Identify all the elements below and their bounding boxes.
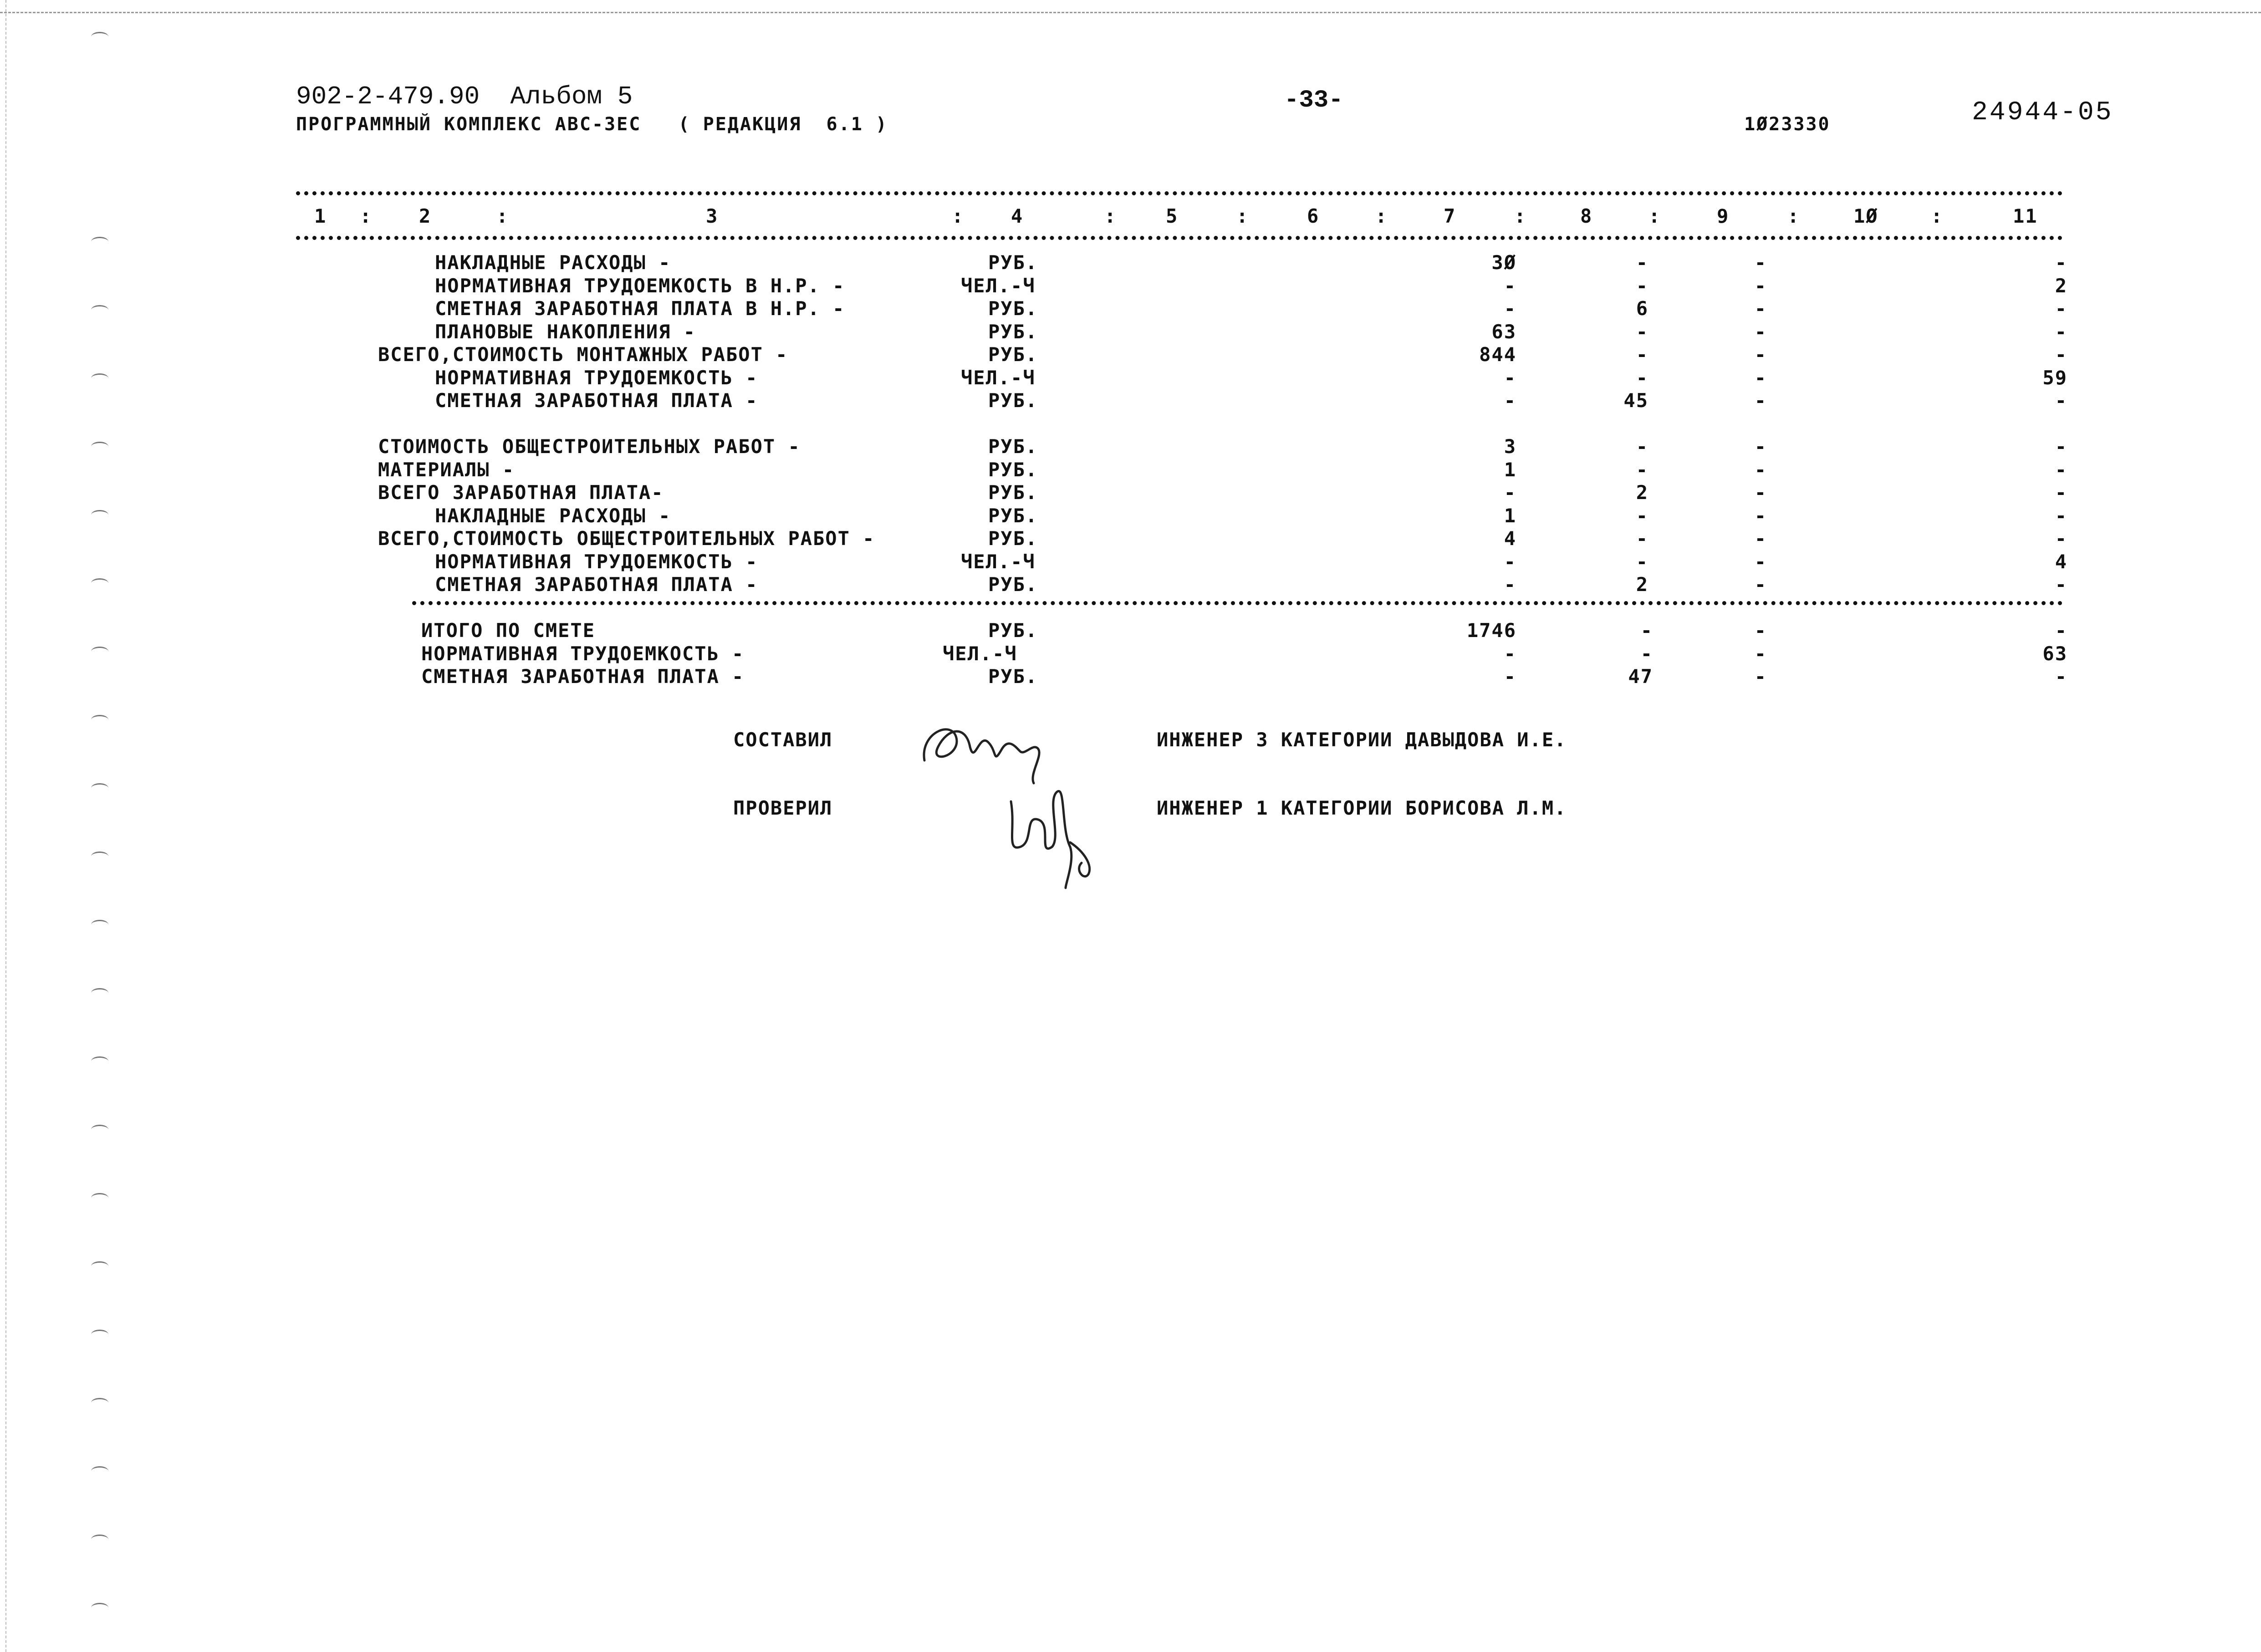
row-col7: - [1504,389,1516,412]
column-header-5: 5 [1166,205,1179,227]
row-col8: - [1636,459,1649,481]
row-name: СМЕТНАЯ ЗАРАБОТНАЯ ПЛАТА - [435,389,758,412]
row-col11: - [2055,251,2067,274]
row-col9: - [1754,551,1767,573]
totals-col11: 63 [2042,642,2067,665]
row-col7: 844 [1479,343,1516,366]
row-col8: - [1636,251,1649,274]
signature-borisova [997,774,1107,892]
row-col11: - [2055,297,2067,320]
table-rule-top [296,191,2063,195]
column-header-3: 3 [706,205,719,227]
row-col8: - [1636,367,1649,389]
page-number: -33- [1284,87,1343,114]
row-unit: РУБ. [988,573,1038,596]
column-separator: : [1931,205,1944,227]
row-col11: - [2055,389,2067,412]
row-name: ВСЕГО,СТОИМОСТЬ МОНТАЖНЫХ РАБОТ - [378,343,788,366]
row-col8: - [1636,527,1649,550]
row-col8: - [1636,505,1649,527]
row-col11: - [2055,321,2067,343]
row-unit: РУБ. [988,321,1038,343]
column-separator: : [1236,205,1249,227]
row-col9: - [1754,251,1767,274]
row-col9: - [1754,435,1767,458]
row-col9: - [1754,459,1767,481]
row-unit: ЧЕЛ.-Ч [961,551,1036,573]
column-header-8: 8 [1580,205,1593,227]
totals-unit: РУБ. [988,665,1038,688]
row-col8: 2 [1636,573,1649,596]
row-unit: РУБ. [988,435,1038,458]
row-col11: - [2055,459,2067,481]
totals-col7: - [1504,665,1516,688]
row-unit: РУБ. [988,297,1038,320]
totals-col11: - [2055,619,2067,642]
row-col9: - [1754,297,1767,320]
row-col9: - [1754,573,1767,596]
row-col8: - [1636,435,1649,458]
column-separator: : [360,205,373,227]
row-col7: - [1504,275,1516,297]
row-unit: ЧЕЛ.-Ч [961,367,1036,389]
totals-col9: - [1754,665,1767,688]
checked-by: ИНЖЕНЕР 1 КАТЕГОРИИ БОРИСОВА Л.М. [1157,797,1567,819]
row-col7: 3Ø [1491,251,1516,274]
scan-left-edge [5,0,8,1652]
row-name: НОРМАТИВНАЯ ТРУДОЕМКОСТЬ В Н.Р. - [435,275,845,297]
row-col7: - [1504,367,1516,389]
row-col7: - [1504,573,1516,596]
row-col9: - [1754,505,1767,527]
row-col11: - [2055,481,2067,504]
row-name: НАКЛАДНЫЕ РАСХОДЫ - [435,251,671,274]
row-name: НАКЛАДНЫЕ РАСХОДЫ - [435,505,671,527]
row-col9: - [1754,367,1767,389]
totals-col9: - [1754,619,1767,642]
row-unit: РУБ. [988,389,1038,412]
column-separator: : [1787,205,1800,227]
compiled-by: ИНЖЕНЕР 3 КАТЕГОРИИ ДАВЫДОВА И.Е. [1157,729,1567,751]
totals-name: НОРМАТИВНАЯ ТРУДОЕМКОСТЬ - [421,642,745,665]
row-col11: 2 [2055,275,2067,297]
table-rule-totals [412,601,2063,605]
column-separator: : [1514,205,1527,227]
row-name: НОРМАТИВНАЯ ТРУДОЕМКОСТЬ - [435,551,758,573]
totals-col8: 47 [1628,665,1653,688]
row-col8: - [1636,551,1649,573]
totals-col11: - [2055,665,2067,688]
row-col8: - [1636,275,1649,297]
column-header-7: 7 [1444,205,1456,227]
row-name: СМЕТНАЯ ЗАРАБОТНАЯ ПЛАТА - [435,573,758,596]
row-col11: 59 [2042,367,2067,389]
row-name: СТОИМОСТЬ ОБЩЕСТРОИТЕЛЬНЫХ РАБОТ - [378,435,801,458]
row-col9: - [1754,527,1767,550]
totals-unit: РУБ. [988,619,1038,642]
archive-number: 24944-05 [1972,98,2113,127]
program-line: ПРОГРАММНЫЙ КОМПЛЕКС АВС-3ЕС ( РЕДАКЦИЯ 6.1 ) [296,114,888,135]
checked-label: ПРОВЕРИЛ [733,797,833,819]
row-name: ПЛАНОВЫЕ НАКОПЛЕНИЯ - [435,321,696,343]
column-separator: : [1649,205,1661,227]
column-header-11: 11 [2013,205,2038,227]
totals-col7: - [1504,642,1516,665]
column-header-4: 4 [1011,205,1024,227]
row-col11: - [2055,527,2067,550]
totals-col8: - [1640,619,1653,642]
row-unit: РУБ. [988,459,1038,481]
row-unit: ЧЕЛ.-Ч [961,275,1036,297]
compiled-label: СОСТАВИЛ [733,729,833,751]
column-header-2: 2 [419,205,432,227]
row-name: НОРМАТИВНАЯ ТРУДОЕМКОСТЬ - [435,367,758,389]
row-col7: 4 [1504,527,1516,550]
row-col8: - [1636,321,1649,343]
scan-top-border [0,0,2261,13]
row-unit: РУБ. [988,481,1038,504]
record-id: 1Ø23330 [1744,114,1831,135]
row-col7: - [1504,481,1516,504]
totals-col9: - [1754,642,1767,665]
row-col11: - [2055,343,2067,366]
table-rule-header [296,236,2063,240]
row-col9: - [1754,321,1767,343]
row-col7: - [1504,551,1516,573]
row-name: МАТЕРИАЛЫ - [378,459,515,481]
totals-col7: 1746 [1466,619,1516,642]
totals-col8: - [1640,642,1653,665]
row-col9: - [1754,481,1767,504]
column-separator: : [952,205,965,227]
row-name: СМЕТНАЯ ЗАРАБОТНАЯ ПЛАТА В Н.Р. - [435,297,845,320]
totals-name: СМЕТНАЯ ЗАРАБОТНАЯ ПЛАТА - [421,665,745,688]
row-col11: - [2055,505,2067,527]
column-separator: : [1104,205,1117,227]
row-unit: РУБ. [988,251,1038,274]
row-unit: РУБ. [988,505,1038,527]
row-col7: 1 [1504,505,1516,527]
row-col9: - [1754,275,1767,297]
column-header-6: 6 [1307,205,1320,227]
column-separator: : [1375,205,1388,227]
column-header-9: 9 [1717,205,1730,227]
row-name: ВСЕГО,СТОИМОСТЬ ОБЩЕСТРОИТЕЛЬНЫХ РАБОТ - [378,527,875,550]
row-col11: - [2055,435,2067,458]
totals-unit: ЧЕЛ.-Ч [943,642,1017,665]
row-col7: - [1504,297,1516,320]
row-col9: - [1754,343,1767,366]
column-header-1: 1 [314,205,327,227]
row-unit: РУБ. [988,343,1038,366]
totals-name: ИТОГО ПО СМЕТЕ [421,619,596,642]
row-unit: РУБ. [988,527,1038,550]
column-header-row [296,205,2063,228]
column-header-10: 1Ø [1853,205,1878,227]
row-col7: 3 [1504,435,1516,458]
row-col9: - [1754,389,1767,412]
row-col11: 4 [2055,551,2067,573]
row-name: ВСЕГО ЗАРАБОТНАЯ ПЛАТА- [378,481,664,504]
row-col11: - [2055,573,2067,596]
row-col7: 63 [1491,321,1516,343]
row-col8: - [1636,343,1649,366]
row-col8: 2 [1636,481,1649,504]
row-col8: 45 [1623,389,1649,412]
column-separator: : [496,205,509,227]
doc-code: 902-2-479.90 Альбом 5 [296,82,633,111]
row-col7: 1 [1504,459,1516,481]
row-col8: 6 [1636,297,1649,320]
